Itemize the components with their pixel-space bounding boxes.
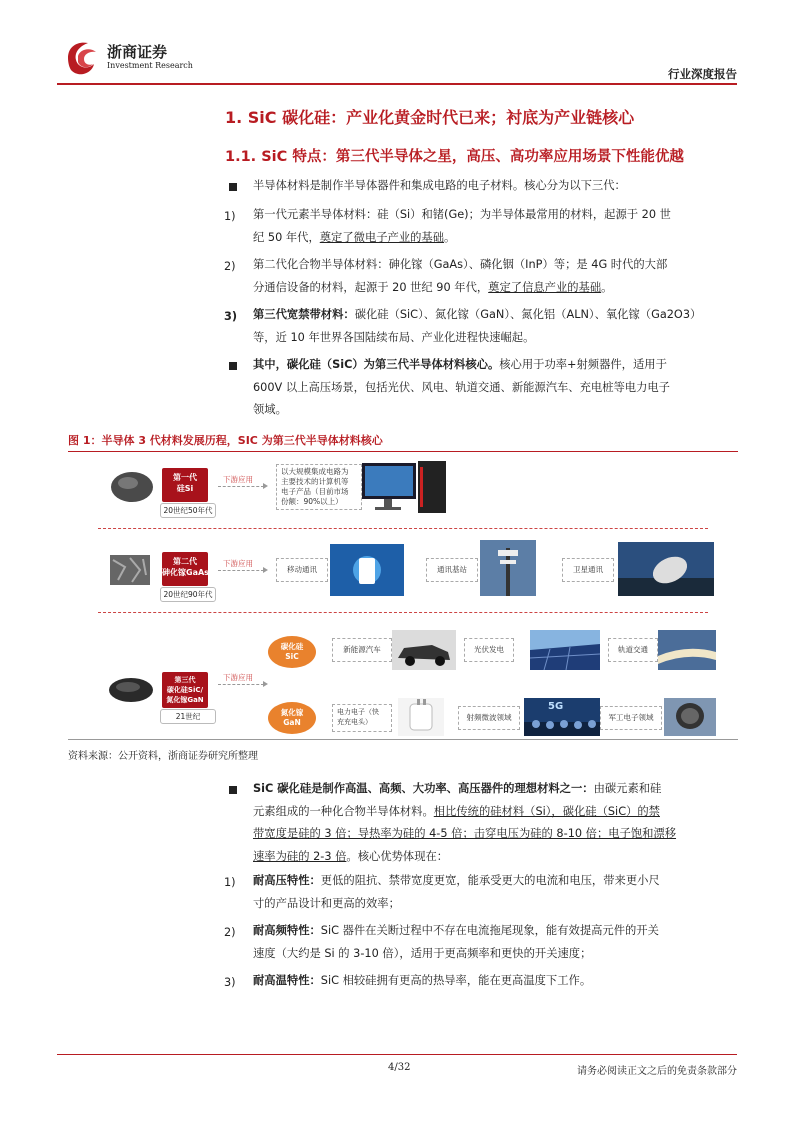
gen2-year: 20世纪90年代 xyxy=(160,587,216,602)
header-rule xyxy=(57,83,737,85)
list-line xyxy=(253,870,738,893)
list-line: 600V 以上高压场景，包括光伏、风电、轨道交通、新能源汽车、充电桩等电力电子 xyxy=(253,380,670,394)
text-span: 核心用于功率+射频器件，适用于 xyxy=(499,358,667,371)
logo xyxy=(62,38,193,78)
bold-lead: 耐高温特性： xyxy=(253,974,321,987)
list-line xyxy=(253,801,738,824)
list-line xyxy=(253,778,738,801)
report-type: 行业深度报告 xyxy=(668,67,737,81)
ev-car-image xyxy=(392,630,456,670)
arrow-icon xyxy=(218,570,264,571)
list-number: 1) xyxy=(224,210,236,223)
figure-diagram xyxy=(68,452,738,739)
gan-app1: 电力电子（快 充充电头） xyxy=(332,704,392,732)
list-number: 2) xyxy=(224,926,236,939)
sic-app1: 新能源汽车 xyxy=(332,638,392,662)
core-point xyxy=(253,354,738,422)
gen1-year: 20世纪50年代 xyxy=(160,503,216,518)
sic-ideal-paragraph xyxy=(253,778,738,868)
bold-lead: 耐高频特性： xyxy=(253,924,321,937)
list-number: 3) xyxy=(224,976,236,989)
gen2-app1: 移动通讯 xyxy=(276,558,328,582)
logo-mark-icon xyxy=(62,38,102,78)
text-span: SiC 器件在关断过程中不存在电流拖尾现象，能有效提高元件的开关 xyxy=(320,924,659,937)
text-span: 由碳元素和硅 xyxy=(593,782,662,795)
downstream-label: 下游应用 xyxy=(223,559,253,568)
bullet-icon xyxy=(229,362,237,370)
list-line xyxy=(253,354,738,377)
satellite-image xyxy=(618,542,714,596)
badge-5g: 5G xyxy=(548,701,564,712)
subsection-title: 1.1. SiC 特点：第三代半导体之星，高压、高功率应用场景下性能优越 xyxy=(225,149,684,165)
text-span: 分通信设备的材料，起源于 20 世纪 90 年代， xyxy=(253,280,489,294)
list-line xyxy=(253,227,738,250)
advantage-high-frequency xyxy=(253,920,738,965)
silicon-ore-image xyxy=(110,470,154,504)
gan-app3: 军工电子领域 xyxy=(600,706,662,730)
text-span: 碳化硅（SiC）、氮化镓（GaN）、氮化铝（ALN）、氧化镓（Ga2O3） xyxy=(354,308,702,321)
text-span: 。核心优势体现在： xyxy=(346,849,449,863)
advantage-high-voltage xyxy=(253,870,738,915)
sic-app2: 光伏发电 xyxy=(464,638,514,662)
figure-bottom-rule xyxy=(68,739,738,740)
bullet-icon xyxy=(229,786,237,794)
list-line: 速度（大约是 Si 的 3-10 倍），适用于更高频率和更快的开关速度； xyxy=(253,946,592,960)
arrow-icon xyxy=(218,684,264,685)
list-line xyxy=(253,846,738,869)
solar-panel-image xyxy=(530,630,600,670)
logo-cn: 浙商证券 xyxy=(107,43,168,61)
list-line xyxy=(253,920,738,943)
text-span: 。 xyxy=(601,280,613,294)
text-span: 。 xyxy=(444,230,456,244)
list-number: 2) xyxy=(224,260,236,273)
railway-image xyxy=(658,630,716,670)
list-line xyxy=(253,277,738,300)
list-line: 寸的产品设计和更高的效率； xyxy=(253,896,400,910)
gen3-box: 第三代 碳化硅SiC/ 氮化镓GaN xyxy=(162,672,208,708)
gen2-box: 第二代 砷化镓GaAs xyxy=(162,552,208,586)
gan-oval: 氮化镓 GaN xyxy=(268,702,316,734)
advantage-high-temperature xyxy=(253,970,738,993)
bold-lead: 耐高压特性： xyxy=(253,874,321,887)
bold-lead: SiC 碳化硅是制作高温、高频、大功率、高压器件的理想材料之一： xyxy=(253,782,594,795)
disclaimer: 请务必阅读正文之后的免责条款部分 xyxy=(577,1066,737,1077)
text-span: SiC 相较硅拥有更高的热导率，能在更高温度下工作。 xyxy=(320,974,592,987)
gen2-app2: 通讯基站 xyxy=(426,558,478,582)
bold-lead: 其中，碳化硅（SiC）为第三代半导体材料核心。 xyxy=(253,358,500,371)
intro-text: 半导体材料是制作半导体器件和集成电路的电子材料。核心分为以下三代： xyxy=(253,179,626,192)
figure-source: 资料来源：公开资料，浙商证券研究所整理 xyxy=(68,751,258,762)
underlined-text: 奠定了微电子产业的基础 xyxy=(319,230,445,244)
list-item-gen1 xyxy=(253,204,738,249)
section-title: 1. SiC 碳化硅：产业化黄金时代已来；衬底为产业链核心 xyxy=(225,108,635,127)
list-line: 领域。 xyxy=(253,403,287,416)
base-station-image xyxy=(480,540,536,596)
text-span: 元素组成的一种化合物半导体材料。 xyxy=(253,804,434,818)
underlined-line: 带宽度是硅的 3 倍；导热率为硅的 4-5 倍；击穿电压为硅的 8-10 倍；电子饱和漂移 xyxy=(253,827,677,840)
gen2-app3: 卫星通讯 xyxy=(562,558,614,582)
list-line xyxy=(253,970,738,993)
page-number: 4/32 xyxy=(388,1062,411,1073)
radar-image xyxy=(664,698,716,736)
gan-app2: 射频微波领域 xyxy=(458,706,520,730)
underlined-text: 相比传统的硅材料（Si），碳化硅（SiC）的禁 xyxy=(433,804,660,818)
bullet-icon xyxy=(229,183,237,191)
gen1-app-box: 以大规模集成电路为 主要技术的计算机等 电子产品（目前市场 份额：90%以上） xyxy=(276,464,362,510)
row-divider xyxy=(98,528,708,529)
list-line: 第二代化合物半导体材料：砷化镓（GaAs）、磷化铟（InP）等；是 4G 时代的大部 xyxy=(253,258,668,271)
row-divider xyxy=(98,612,708,613)
downstream-label: 下游应用 xyxy=(223,475,253,484)
bold-lead: 第三代宽禁带材料： xyxy=(253,308,355,321)
list-line: 等，近 10 年世界各国陆续布局、产业化进程快速崛起。 xyxy=(253,330,535,344)
charger-image xyxy=(398,698,444,736)
figure-title: 图 1：半导体 3 代材料发展历程，SIC 为第三代半导体材料核心 xyxy=(68,434,383,447)
mobile-comm-image xyxy=(330,544,404,596)
sic-oval: 碳化硅 SiC xyxy=(268,636,316,668)
gen3-year: 21世纪 xyxy=(160,709,216,724)
gaas-image xyxy=(110,555,150,585)
underlined-text: 速率为硅的 2-3 倍 xyxy=(253,849,347,863)
underlined-text: 奠定了信息产业的基础 xyxy=(488,280,602,294)
list-item-gen2 xyxy=(253,254,738,299)
list-line xyxy=(253,304,738,327)
arrow-icon xyxy=(218,486,264,487)
gen1-box: 第一代 硅Si xyxy=(162,468,208,502)
list-item-gen3 xyxy=(253,304,738,349)
computer-image xyxy=(360,459,448,515)
list-number: 3) xyxy=(224,310,238,323)
downstream-label: 下游应用 xyxy=(223,673,253,682)
logo-en: Investment Research xyxy=(107,61,193,70)
sic-app3: 轨道交通 xyxy=(608,638,658,662)
text-span: 更低的阻抗、禁带宽度更宽，能承受更大的电流和电压，带来更小尺 xyxy=(320,874,660,887)
footer-rule xyxy=(57,1054,737,1055)
text-span: 纪 50 年代， xyxy=(253,230,320,244)
list-line: 第一代元素半导体材料：硅（Si）和锗(Ge)；为半导体最常用的材料，起源于 20 世 xyxy=(253,208,671,221)
sic-powder-image xyxy=(108,676,154,704)
list-number: 1) xyxy=(224,876,236,889)
